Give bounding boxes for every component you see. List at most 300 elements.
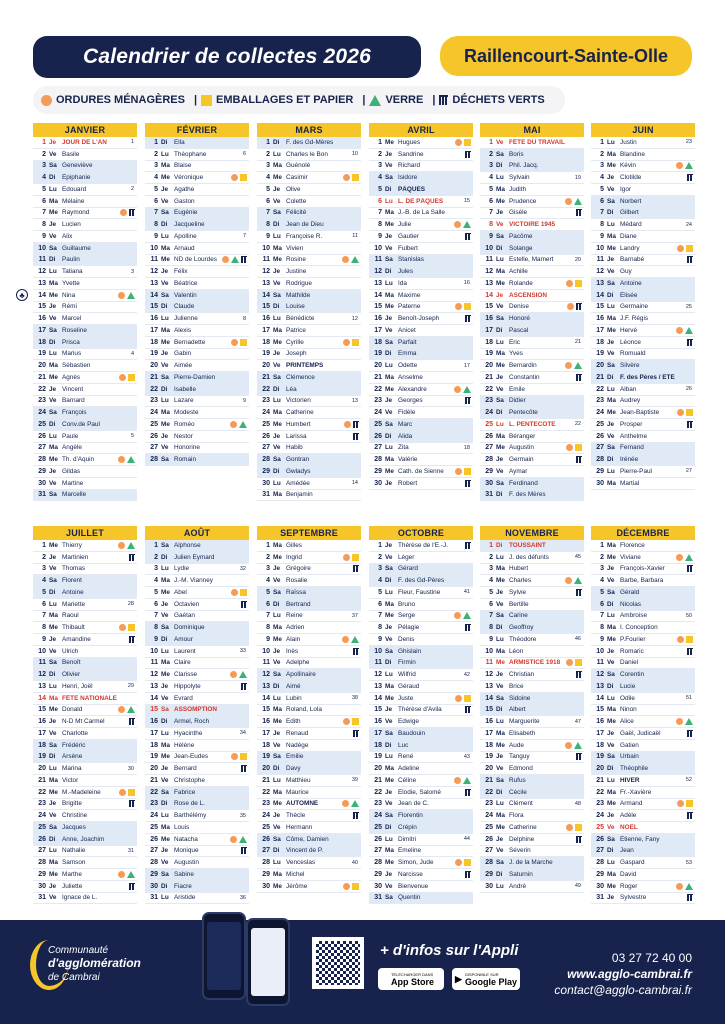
day-number: 11	[38, 256, 46, 264]
day-row	[145, 846, 249, 858]
day-name: Alice	[620, 718, 634, 726]
day-weekday: Lu	[607, 612, 615, 620]
day-number: 17	[374, 729, 382, 737]
day-weekday: Ma	[496, 812, 505, 820]
day-number: 13	[262, 682, 270, 690]
day-weekday: Sa	[385, 174, 393, 182]
day-number: 16	[38, 315, 46, 323]
day-number: 18	[150, 338, 158, 346]
day-weekday: Lu	[385, 588, 393, 596]
day-number: 28	[262, 859, 270, 867]
week-number: 25	[685, 303, 692, 310]
day-weekday: Ma	[49, 694, 58, 702]
phone-number[interactable]: 03 27 72 40 00	[611, 951, 692, 965]
day-weekday: Ma	[607, 315, 616, 323]
org-line1: Communauté	[48, 945, 109, 956]
day-name: David	[620, 870, 637, 878]
day-weekday: Sa	[161, 291, 169, 299]
day-name: Louise	[286, 303, 305, 311]
green-waste-icon	[353, 433, 359, 440]
day-name: Gaspard	[620, 859, 645, 867]
day-name: Gwladys	[286, 467, 311, 475]
day-row	[33, 552, 137, 564]
green-waste-icon	[465, 480, 471, 487]
day-number: 13	[596, 682, 604, 690]
day-weekday: Ve	[607, 268, 615, 276]
day-number: 9	[600, 232, 604, 240]
day-name: I. Conception	[620, 624, 658, 632]
day-weekday: Di	[496, 541, 503, 549]
day-weekday: Je	[385, 870, 393, 878]
qr-code-icon[interactable]	[312, 937, 364, 989]
day-weekday: Me	[161, 338, 170, 346]
day-row	[591, 552, 695, 564]
day-row	[591, 822, 695, 834]
day-number: 25	[485, 420, 493, 428]
household-waste-icon	[567, 303, 574, 310]
day-weekday: Di	[161, 221, 168, 229]
week-number: 7	[242, 233, 246, 240]
day-name: Marthe	[62, 870, 82, 878]
day-row	[480, 540, 584, 552]
day-number: 13	[485, 682, 493, 690]
day-name: Richard	[398, 162, 421, 170]
day-name: Benoît-Joseph	[398, 315, 440, 323]
day-weekday: Me	[385, 859, 394, 867]
day-row	[591, 775, 695, 787]
day-name: Éric	[509, 338, 521, 346]
day-name: Christine	[62, 812, 88, 820]
day-number: 16	[262, 718, 270, 726]
day-number: 8	[42, 624, 46, 632]
day-name: J. des défunts	[509, 553, 549, 561]
collection-icons	[343, 174, 359, 181]
day-row	[591, 184, 695, 196]
website-link[interactable]: www.agglo-cambrai.fr	[567, 967, 692, 981]
household-waste-icon	[343, 174, 350, 181]
day-weekday: Di	[496, 244, 503, 252]
day-row	[33, 752, 137, 764]
day-number: 28	[374, 859, 382, 867]
day-row	[480, 349, 584, 361]
day-row	[33, 693, 137, 705]
day-row	[591, 752, 695, 764]
google-play-button[interactable]	[452, 968, 520, 990]
packaging-icon	[464, 468, 471, 475]
household-waste-icon	[455, 859, 462, 866]
day-weekday: Ma	[273, 706, 282, 714]
day-number: 17	[38, 729, 46, 737]
day-number: 23	[150, 800, 158, 808]
day-row	[369, 325, 473, 337]
day-name: Martinien	[62, 553, 89, 561]
day-weekday: Je	[161, 185, 169, 193]
day-row	[369, 834, 473, 846]
collection-icons	[465, 233, 471, 240]
day-name: Colette	[286, 197, 307, 205]
day-weekday: Ve	[496, 221, 504, 229]
day-weekday: Lu	[496, 174, 504, 182]
day-row	[591, 266, 695, 278]
month-header: JUIN	[591, 123, 695, 137]
day-row	[480, 587, 584, 599]
day-number: 7	[42, 612, 46, 620]
day-number: 13	[38, 682, 46, 690]
day-name: Guénolé	[286, 162, 311, 170]
day-name: PRINTEMPS	[286, 362, 324, 370]
glass-icon	[369, 95, 381, 106]
day-name: Alexis	[174, 326, 192, 334]
green-waste-icon	[465, 315, 471, 322]
day-weekday: Sa	[607, 197, 615, 205]
day-name: PÂQUES	[398, 185, 425, 193]
day-row	[257, 290, 361, 302]
day-row	[145, 822, 249, 834]
day-name: Elisabeth	[509, 729, 536, 737]
day-weekday: Lu	[161, 812, 169, 820]
day-number: 10	[485, 647, 493, 655]
day-weekday: Sa	[273, 373, 281, 381]
day-row	[257, 396, 361, 408]
day-number: 17	[485, 729, 493, 737]
day-number: 20	[38, 362, 46, 370]
collection-icons	[454, 221, 471, 228]
day-number: 4	[378, 174, 382, 182]
day-number: 9	[154, 232, 158, 240]
day-number: 30	[596, 882, 604, 890]
day-weekday: Ve	[607, 741, 615, 749]
day-name: Léa	[286, 385, 297, 393]
day-row	[257, 834, 361, 846]
day-row	[33, 681, 137, 693]
day-row	[145, 196, 249, 208]
day-row	[480, 454, 584, 466]
day-row	[480, 466, 584, 478]
day-row	[33, 431, 137, 443]
day-number: 5	[266, 588, 270, 596]
day-number: 9	[378, 232, 382, 240]
day-row	[145, 243, 249, 255]
day-number: 25	[374, 420, 382, 428]
day-weekday: Ve	[49, 397, 57, 405]
day-row	[145, 540, 249, 552]
day-number: 11	[485, 659, 493, 667]
day-row	[145, 693, 249, 705]
month-header: OCTOBRE	[369, 526, 473, 540]
day-number: 7	[378, 209, 382, 217]
day-number: 21	[374, 373, 382, 381]
day-number: 7	[154, 612, 158, 620]
day-weekday: Di	[273, 600, 280, 608]
day-number: 14	[596, 694, 604, 702]
day-weekday: Ma	[161, 326, 170, 334]
day-weekday: Je	[161, 600, 169, 608]
household-waste-icon	[676, 718, 683, 725]
day-row	[480, 407, 584, 419]
day-row	[369, 611, 473, 623]
day-name: Quentin	[398, 894, 421, 902]
household-waste-icon	[343, 554, 350, 561]
legend-separator: |	[432, 94, 436, 106]
day-number: 10	[596, 647, 604, 655]
day-number: 17	[596, 729, 604, 737]
collection-icons	[676, 554, 693, 561]
day-name: Thérèse d'Avila	[398, 706, 442, 714]
legend-emballages: EMBALLAGES ET PAPIER	[216, 94, 354, 106]
day-name: Robert	[398, 479, 418, 487]
day-name: Élodie, Salomé	[398, 788, 441, 796]
day-row	[257, 466, 361, 478]
day-number: 15	[262, 303, 270, 311]
day-number: 3	[266, 565, 270, 573]
day-weekday: Lu	[496, 256, 504, 264]
day-row	[257, 763, 361, 775]
week-number: 38	[351, 695, 358, 702]
day-weekday: Me	[273, 174, 282, 182]
day-row	[145, 161, 249, 173]
day-number: 3	[154, 565, 158, 573]
day-weekday: Ve	[161, 197, 169, 205]
day-name: Blaise	[174, 162, 192, 170]
day-weekday: Ve	[49, 647, 57, 655]
day-number: 24	[38, 812, 46, 820]
green-waste-icon	[129, 554, 135, 561]
email-link[interactable]: contact@agglo-cambrai.fr	[554, 983, 692, 997]
day-number: 15	[262, 706, 270, 714]
day-row	[591, 869, 695, 881]
app-store-button[interactable]	[378, 968, 444, 990]
day-weekday: Me	[161, 753, 170, 761]
day-name: Alban	[620, 385, 637, 393]
day-row	[33, 834, 137, 846]
day-row	[369, 810, 473, 822]
week-number: 40	[351, 859, 358, 866]
day-number: 1	[489, 541, 493, 549]
day-name: Jules	[398, 268, 413, 276]
day-weekday: Ve	[273, 362, 281, 370]
day-number: 1	[154, 138, 158, 146]
day-name: Romuald	[620, 350, 646, 358]
day-name: Sylvie	[509, 588, 527, 596]
day-weekday: Di	[49, 174, 56, 182]
day-weekday: Lu	[496, 553, 504, 561]
day-weekday: Me	[49, 291, 58, 299]
day-name: Roméo	[174, 420, 195, 428]
day-row	[369, 396, 473, 408]
day-name: Rémi	[62, 303, 77, 311]
collection-icons	[455, 468, 471, 475]
day-row	[369, 255, 473, 267]
day-number: 21	[485, 776, 493, 784]
day-weekday: Je	[496, 753, 504, 761]
day-row	[591, 243, 695, 255]
day-number: 8	[489, 221, 493, 229]
day-row	[33, 443, 137, 455]
packaging-icon	[240, 174, 247, 181]
day-number: 16	[374, 315, 382, 323]
day-name: Arsène	[62, 753, 83, 761]
day-number: 3	[42, 565, 46, 573]
day-number: 26	[262, 835, 270, 843]
month-column	[33, 526, 137, 904]
day-name: Julie	[398, 221, 412, 229]
collection-icons	[677, 800, 693, 807]
glass-icon	[127, 292, 135, 299]
day-number: 4	[489, 577, 493, 585]
day-number: 24	[262, 409, 270, 417]
day-row	[591, 443, 695, 455]
day-name: Patrice	[286, 326, 306, 334]
day-weekday: Di	[607, 847, 614, 855]
day-row	[257, 255, 361, 267]
day-number: 11	[262, 256, 270, 264]
day-number: 12	[150, 671, 158, 679]
day-weekday: Me	[49, 624, 58, 632]
day-number: 24	[262, 812, 270, 820]
day-weekday: Je	[49, 800, 57, 808]
day-number: 5	[154, 185, 158, 193]
day-row	[33, 658, 137, 670]
day-name: Brice	[509, 682, 524, 690]
day-number: 19	[374, 753, 382, 761]
day-weekday: Me	[49, 373, 58, 381]
day-name: Parfait	[398, 338, 417, 346]
day-row	[591, 349, 695, 361]
day-weekday: Ma	[607, 870, 616, 878]
month-header: JUILLET	[33, 526, 137, 540]
green-waste-icon	[353, 730, 359, 737]
day-name: Bernard	[174, 765, 197, 773]
day-weekday: Lu	[385, 753, 393, 761]
day-number: 8	[600, 221, 604, 229]
day-number: 8	[378, 221, 382, 229]
collection-icons	[567, 303, 582, 310]
month-header: JANVIER	[33, 123, 137, 137]
day-name: Nicolas	[620, 600, 641, 608]
day-weekday: Je	[49, 221, 57, 229]
day-weekday: Me	[385, 221, 394, 229]
day-number: 6	[42, 197, 46, 205]
day-name: Florent	[62, 577, 82, 585]
day-name: Reine	[286, 612, 303, 620]
day-number: 19	[374, 350, 382, 358]
day-weekday: Sa	[273, 209, 281, 217]
day-number: 3	[600, 162, 604, 170]
tree-icon: ♣	[16, 289, 28, 301]
week-number: 6	[242, 151, 246, 158]
day-name: Justin	[620, 138, 637, 146]
day-number: 5	[378, 185, 382, 193]
day-weekday: Ve	[49, 150, 57, 158]
day-name: Ida	[398, 279, 407, 287]
day-row	[480, 611, 584, 623]
day-number: 20	[374, 765, 382, 773]
day-number: 22	[38, 788, 46, 796]
household-waste-icon	[677, 409, 684, 416]
day-name: Solange	[509, 244, 533, 252]
day-name: Léon	[509, 647, 524, 655]
day-weekday: Ma	[161, 659, 170, 667]
month-column	[369, 123, 473, 490]
day-weekday: Di	[273, 385, 280, 393]
day-number: 11	[374, 659, 382, 667]
day-weekday: Di	[273, 847, 280, 855]
day-row	[257, 360, 361, 372]
day-number: 15	[38, 303, 46, 311]
day-row	[369, 443, 473, 455]
day-number: 3	[154, 162, 158, 170]
day-weekday: Sa	[385, 894, 393, 902]
day-weekday: Di	[273, 303, 280, 311]
day-name: Vincent	[62, 385, 84, 393]
day-name: Séverin	[509, 847, 531, 855]
day-name: Léonce	[620, 338, 641, 346]
month-header: MARS	[257, 123, 361, 137]
day-name: Odile	[620, 694, 635, 702]
collection-icons	[353, 433, 359, 440]
day-name: Hervé	[620, 326, 638, 334]
day-name: Rufus	[509, 776, 526, 784]
day-number: 6	[378, 197, 382, 205]
day-name: Romain	[174, 456, 197, 464]
day-row	[591, 599, 695, 611]
day-row	[591, 540, 695, 552]
day-weekday: Ma	[273, 409, 282, 417]
week-number: 36	[239, 894, 246, 901]
day-row	[145, 337, 249, 349]
collection-icons	[241, 683, 247, 690]
day-row	[369, 161, 473, 173]
day-row	[145, 149, 249, 161]
day-weekday: Je	[49, 553, 57, 561]
day-row	[480, 669, 584, 681]
day-weekday: Lu	[161, 729, 169, 737]
day-weekday: Ve	[161, 776, 169, 784]
day-number: 11	[150, 256, 158, 264]
day-number: 15	[485, 706, 493, 714]
day-row	[369, 360, 473, 372]
day-row	[480, 231, 584, 243]
day-name: Benjamin	[286, 491, 313, 499]
collection-icons	[576, 589, 582, 596]
green-waste-icon	[465, 233, 471, 240]
day-name: Corentin	[620, 671, 645, 679]
glass-icon	[239, 421, 247, 428]
packaging-icon	[464, 303, 471, 310]
day-number: 1	[266, 138, 270, 146]
day-name: Modeste	[174, 409, 199, 417]
day-row	[591, 799, 695, 811]
day-row	[369, 290, 473, 302]
day-row	[591, 634, 695, 646]
day-row	[257, 611, 361, 623]
day-row	[145, 810, 249, 822]
day-name: Edmond	[509, 765, 533, 773]
day-number: 24	[150, 409, 158, 417]
week-number: 34	[239, 730, 246, 737]
day-weekday: Sa	[607, 362, 615, 370]
day-weekday: Sa	[385, 256, 393, 264]
collection-icons	[241, 847, 247, 854]
day-name: Nathalie	[62, 847, 86, 855]
day-weekday: Ve	[385, 162, 393, 170]
day-row	[369, 646, 473, 658]
day-weekday: Je	[496, 209, 504, 217]
day-name: Denise	[509, 303, 529, 311]
green-waste-icon	[687, 730, 693, 737]
day-weekday: Je	[273, 350, 281, 358]
day-name: Thibault	[62, 624, 85, 632]
